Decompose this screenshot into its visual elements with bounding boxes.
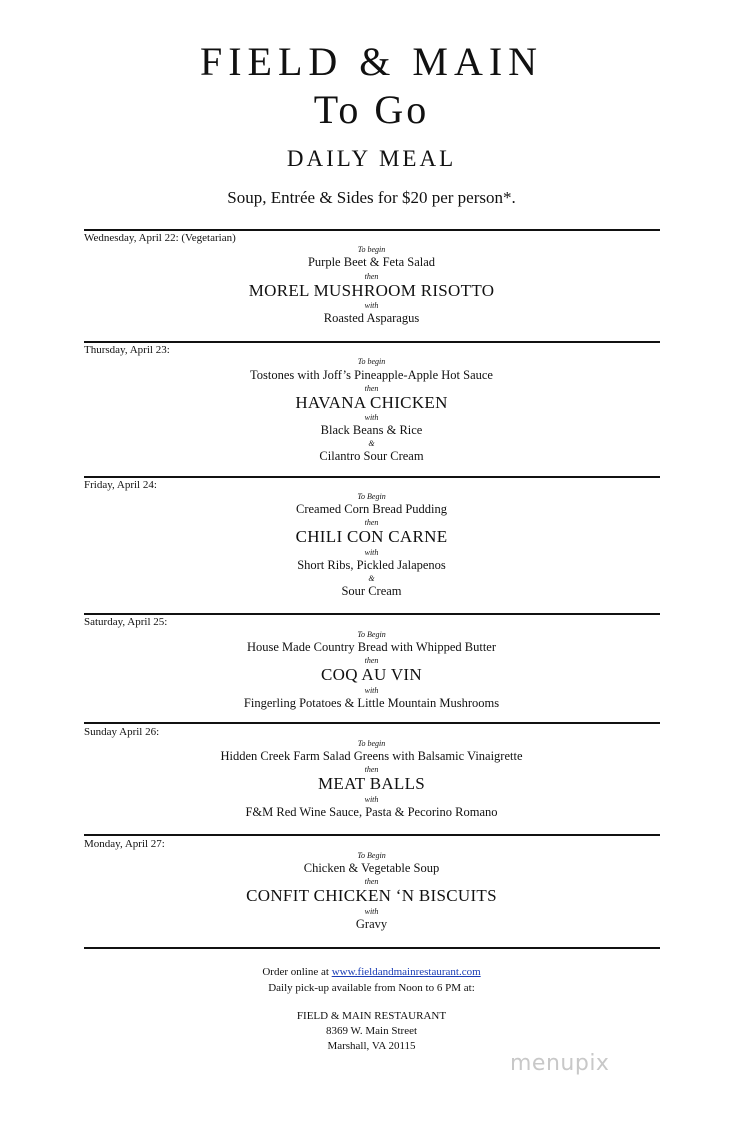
starter-item: Chicken & Vegetable Soup (303, 861, 440, 875)
side-item: Cilantro Sour Cream (319, 449, 424, 463)
section-divider (84, 229, 660, 231)
section-divider (84, 341, 660, 343)
section-divider (84, 476, 660, 478)
entree-item: MOREL MUSHROOM RISOTTO (248, 281, 495, 300)
then-label: then (364, 518, 379, 527)
city-address: Marshall, VA 20115 (327, 1040, 416, 1052)
then-label: then (364, 765, 379, 774)
starter-item: Tostones with Joff’s Pineapple-Apple Hot Sauce (250, 368, 493, 382)
day-label-saturday: Saturday, April 25: (84, 616, 168, 628)
entree-item: HAVANA CHICKEN (295, 393, 448, 412)
ampersand-label: & (368, 574, 375, 583)
day-label-friday: Friday, April 24: (84, 479, 157, 491)
then-label: then (364, 272, 379, 281)
day-label-monday: Monday, April 27: (84, 838, 165, 850)
section-divider (84, 947, 660, 949)
to-begin-label: To begin (357, 357, 386, 366)
with-label: with (364, 686, 379, 695)
day-label-wednesday: Wednesday, April 22: (Vegetarian) (84, 232, 236, 244)
website-link[interactable]: www.fieldandmainrestaurant.com (331, 966, 481, 978)
daily-meal-heading: DAILY MEAL (286, 146, 457, 171)
to-begin-label: To begin (357, 245, 386, 254)
section-divider (84, 834, 660, 836)
order-online-line (0, 966, 743, 978)
then-label: then (364, 384, 379, 393)
order-prefix: Order online at (262, 966, 329, 978)
with-label: with (364, 795, 379, 804)
side-item: Fingerling Potatoes & Little Mountain Mushrooms (243, 696, 500, 710)
starter-item: Creamed Corn Bread Pudding (295, 502, 447, 516)
side-item: F&M Red Wine Sauce, Pasta & Pecorino Romano (245, 805, 498, 819)
to-go-title: To Go (313, 87, 430, 132)
to-begin-label: To Begin (357, 630, 386, 639)
restaurant-name: FIELD & MAIN RESTAURANT (296, 1010, 447, 1022)
with-label: with (364, 413, 379, 422)
pickup-info: Daily pick-up available from Noon to 6 PM at: (268, 982, 475, 994)
entree-item: MEAT BALLS (317, 774, 426, 793)
day-label-sunday: Sunday April 26: (84, 726, 160, 738)
to-begin-label: To Begin (357, 851, 386, 860)
then-label: then (364, 877, 379, 886)
to-begin-label: To Begin (357, 492, 386, 501)
to-begin-label: To begin (357, 739, 386, 748)
side-item: Gravy (355, 917, 388, 931)
with-label: with (364, 907, 379, 916)
section-divider (84, 613, 660, 615)
section-divider (84, 722, 660, 724)
then-label: then (364, 656, 379, 665)
day-label-thursday: Thursday, April 23: (84, 344, 170, 356)
with-label: with (364, 301, 379, 310)
side-item: Roasted Asparagus (323, 311, 420, 325)
entree-item: CONFIT CHICKEN ‘N BISCUITS (246, 886, 497, 905)
starter-item: Purple Beet & Feta Salad (307, 255, 436, 269)
with-label: with (364, 548, 379, 557)
street-address: 8369 W. Main Street (325, 1025, 418, 1037)
restaurant-title: FIELD & MAIN (199, 39, 544, 84)
price-subtitle: Soup, Entrée & Sides for $20 per person*. (227, 188, 516, 207)
starter-item: Hidden Creek Farm Salad Greens with Balsamic Vinaigrette (220, 749, 523, 763)
side-item: Sour Cream (341, 584, 402, 598)
entree-item: CHILI CON CARNE (295, 527, 448, 546)
menupix-watermark: menupix (510, 1051, 610, 1076)
entree-item: COQ AU VIN (321, 665, 422, 684)
starter-item: House Made Country Bread with Whipped Butter (246, 640, 497, 654)
side-item: Black Beans & Rice (320, 423, 423, 437)
side-item: Short Ribs, Pickled Jalapenos (297, 558, 446, 572)
ampersand-label: & (368, 439, 375, 448)
